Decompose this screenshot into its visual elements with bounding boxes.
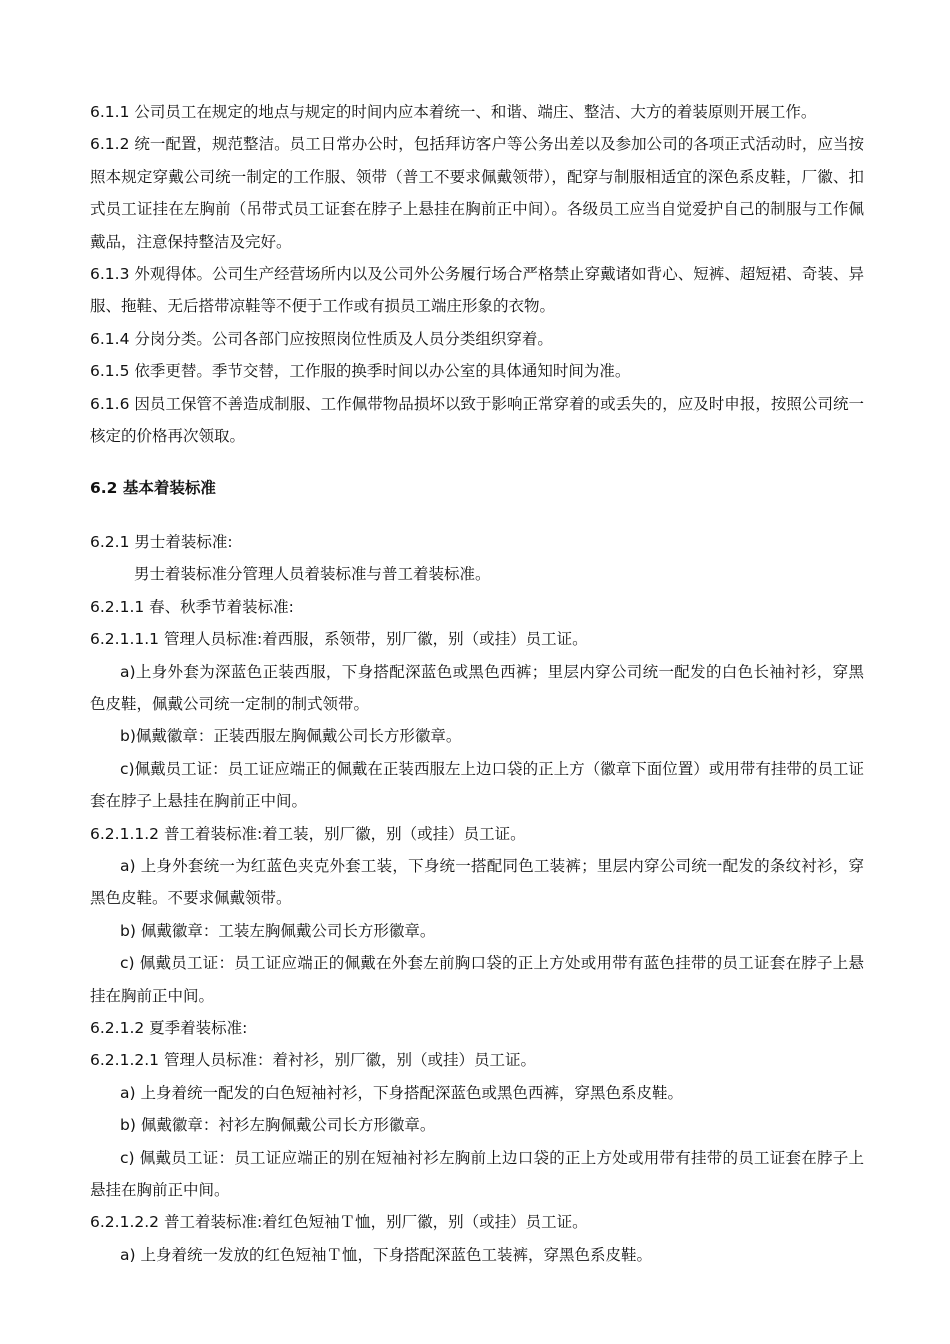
paragraph-6-2-1-1-1: 6.2.1.1.1 管理人员标准:着西服，系领带，别厂徽，别（或挂）员工证。 [90, 630, 588, 649]
paragraph-6-2-1-1-2-c: c) 佩戴员工证：员工证应端正的佩戴在外套左前胸口袋的正上方处或用带有蓝色挂带的员工证套在脖子上悬挂在胸前正中间。 [90, 954, 864, 1005]
paragraph-6-2-1-1: 6.2.1.1 春、秋季节着装标准: [90, 597, 294, 616]
paragraph-6-2-1-1-2-a: a) 上身外套统一为红蓝色夹克外套工装，下身统一搭配同色工装裤；里层内穿公司统一配发的条纹衬衫，穿黑色皮鞋。不要求佩戴领带。 [90, 856, 864, 908]
paragraph-6-2-1-2-1-a: a) 上身着统一配发的白色短袖衬衫，下身搭配深蓝色或黑色西裤，穿黑色系皮鞋。 [120, 1083, 683, 1102]
paragraph-6-2-1-1-2-b: b) 佩戴徽章：工装左胸佩戴公司长方形徽章。 [120, 921, 436, 940]
paragraph-6-1-6: 6.1.6 因员工保管不善造成制服、工作佩带物品损坏以致于影响正常穿着的或丢失的，应及时申报，按照公司统一核定的价格再次领取。 [90, 394, 864, 446]
document-body [90, 96, 864, 1271]
paragraph-6-1-2: 6.1.2 统一配置，规范整洁。员工日常办公时，包括拜访客户等公务出差以及参加公司的各项正式活动时，应当按照本规定穿戴公司统一制定的工作服、领带（普工不要求佩戴领带），配穿与制服相适宜的深色系皮鞋，厂徽、扣式员工证挂在左胸前（吊带式员工证套在脖子上悬挂在胸前正中间）。各级员工应当自觉爱护自己的制服与工作佩戴品，注意保持整洁及完好。 [90, 135, 864, 251]
paragraph-6-1-5: 6.1.5 依季更替。季节交替，工作服的换季时间以办公室的具体通知时间为准。 [90, 362, 631, 381]
section-heading-6-2: 6.2 基本着装标准 [90, 479, 216, 498]
paragraph-6-2-1-2: 6.2.1.2 夏季着装标准: [90, 1018, 248, 1037]
paragraph-6-2-1-2-1: 6.2.1.2.1 管理人员标准：着衬衫，别厂徽，别（或挂）员工证。 [90, 1051, 536, 1070]
paragraph-6-2-1-2-2-a: a) 上身着统一发放的红色短袖Ｔ恤，下身搭配深蓝色工装裤，穿黑色系皮鞋。 [120, 1245, 652, 1264]
paragraph-6-2-1-2-1-c: c) 佩戴员工证：员工证应端正的别在短袖衬衫左胸前上边口袋的正上方处或用带有挂带的员工证套在脖子上悬挂在胸前正中间。 [90, 1148, 864, 1199]
paragraph-6-2-1: 6.2.1 男士着装标准: [90, 532, 233, 551]
paragraph-6-2-1-1-1-b: b)佩戴徽章：正装西服左胸佩戴公司长方形徽章。 [120, 727, 462, 746]
paragraph-6-2-1-1-1-c: c)佩戴员工证：员工证应端正的佩戴在正装西服左上边口袋的正上方（徽章下面位置）或用带有挂带的员工证套在脖子上悬挂在胸前正中间。 [90, 759, 864, 811]
paragraph-6-1-1: 6.1.1 公司员工在规定的地点与规定的时间内应本着统一、和谐、端庄、整洁、大方的着装原则开展工作。 [90, 103, 817, 121]
paragraph-6-2-1-2-1-b: b) 佩戴徽章：衬衫左胸佩戴公司长方形徽章。 [120, 1116, 436, 1135]
paragraph-6-1-3: 6.1.3 外观得体。公司生产经营场所内以及公司外公务履行场合严格禁止穿戴诸如背心、短裤、超短裙、奇装、异服、拖鞋、无后搭带凉鞋等不便于工作或有损员工端庄形象的衣物。 [90, 265, 864, 316]
paragraph-6-2-1-2-2: 6.2.1.2.2 普工着装标准:着红色短袖Ｔ恤，别厂徽，别（或挂）员工证。 [90, 1213, 588, 1232]
paragraph-6-2-1-1-1-a: a)上身外套为深蓝色正装西服，下身搭配深蓝色或黑色西裤；里层内穿公司统一配发的白色长袖衬衫，穿黑色皮鞋，佩戴公司统一定制的制式领带。 [90, 662, 864, 713]
paragraph-6-2-1-intro: 男士着装标准分管理人员着装标准与普工着装标准。 [134, 565, 491, 584]
paragraph-6-1-4: 6.1.4 分岗分类。公司各部门应按照岗位性质及人员分类组织穿着。 [90, 329, 553, 348]
paragraph-6-2-1-1-2: 6.2.1.1.2 普工着装标准:着工装，别厂徽，别（或挂）员工证。 [90, 824, 526, 843]
